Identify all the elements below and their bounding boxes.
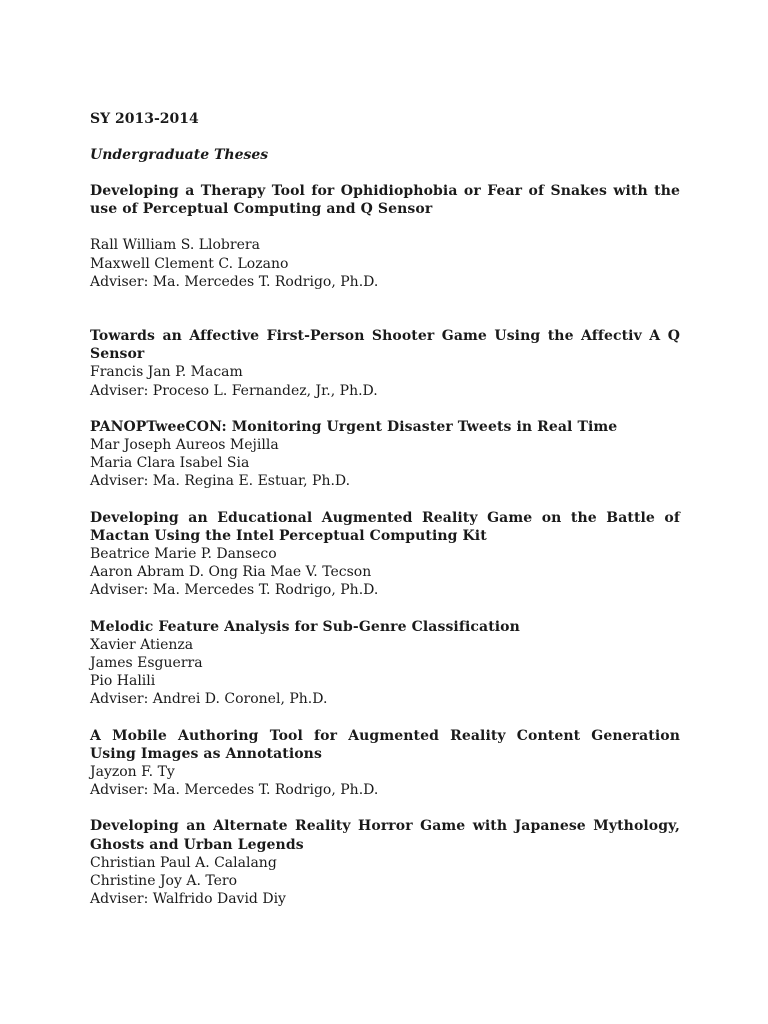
thesis-title: PANOPTweeCON: Monitoring Urgent Disaster Tweets in Real Time bbox=[90, 418, 618, 435]
thesis-adviser: Adviser: Ma. Regina E. Estuar, Ph.D. bbox=[90, 473, 351, 490]
thesis-entry bbox=[90, 618, 680, 709]
thesis-author: Christine Joy A. Tero bbox=[90, 873, 238, 890]
thesis-author: Pio Halili bbox=[90, 673, 156, 690]
thesis-author: Beatrice Marie P. Danseco bbox=[90, 546, 277, 563]
thesis-adviser: Adviser: Ma. Mercedes T. Rodrigo, Ph.D. bbox=[90, 273, 379, 290]
thesis-entry bbox=[90, 182, 680, 291]
thesis-adviser: Adviser: Ma. Mercedes T. Rodrigo, Ph.D. bbox=[90, 582, 379, 599]
thesis-title: Developing a Therapy Tool for Ophidiophobia or Fear of Snakes with the use of Perceptual Computing and Q Sensor bbox=[90, 183, 680, 218]
thesis-adviser: Adviser: Walfrido David Diy bbox=[90, 891, 286, 908]
thesis-author: James Esguerra bbox=[90, 655, 203, 672]
thesis-title: Towards an Affective First-Person Shooter Game Using the Affectiv A Q Sensor bbox=[90, 328, 680, 363]
thesis-title: Melodic Feature Analysis for Sub-Genre Classification bbox=[90, 618, 520, 635]
document-page bbox=[90, 110, 680, 927]
thesis-title: Developing an Alternate Reality Horror Game with Japanese Mythology, Ghosts and Urban Legends bbox=[90, 818, 680, 853]
thesis-author: Maxwell Clement C. Lozano bbox=[90, 255, 289, 272]
section-heading: Undergraduate Theses bbox=[90, 147, 269, 163]
thesis-title: Developing an Educational Augmented Reality Game on the Battle of Mactan Using the Intel Perceptual Computing Kit bbox=[90, 509, 680, 544]
thesis-author: Maria Clara Isabel Sia bbox=[90, 455, 250, 472]
thesis-entry bbox=[90, 817, 680, 908]
thesis-author: Christian Paul A. Calalang bbox=[90, 854, 277, 871]
school-year-heading: SY 2013-2014 bbox=[90, 111, 199, 127]
thesis-author: Rall William S. Llobrera bbox=[90, 237, 260, 254]
thesis-author: Aaron Abram D. Ong Ria Mae V. Tecson bbox=[90, 564, 372, 581]
thesis-entry bbox=[90, 327, 680, 400]
thesis-entry bbox=[90, 727, 680, 800]
thesis-adviser: Adviser: Ma. Mercedes T. Rodrigo, Ph.D. bbox=[90, 782, 379, 799]
thesis-entry bbox=[90, 418, 680, 491]
thesis-adviser: Adviser: Andrei D. Coronel, Ph.D. bbox=[90, 691, 328, 708]
thesis-entry bbox=[90, 509, 680, 600]
thesis-adviser: Adviser: Proceso L. Fernandez, Jr., Ph.D. bbox=[90, 382, 378, 399]
thesis-author: Xavier Atienza bbox=[90, 636, 194, 653]
thesis-author: Jayzon F. Ty bbox=[90, 764, 175, 781]
thesis-author: Francis Jan P. Macam bbox=[90, 364, 243, 381]
thesis-author: Mar Joseph Aureos Mejilla bbox=[90, 437, 279, 454]
thesis-title: A Mobile Authoring Tool for Augmented Reality Content Generation Using Images as Annotations bbox=[90, 727, 680, 762]
